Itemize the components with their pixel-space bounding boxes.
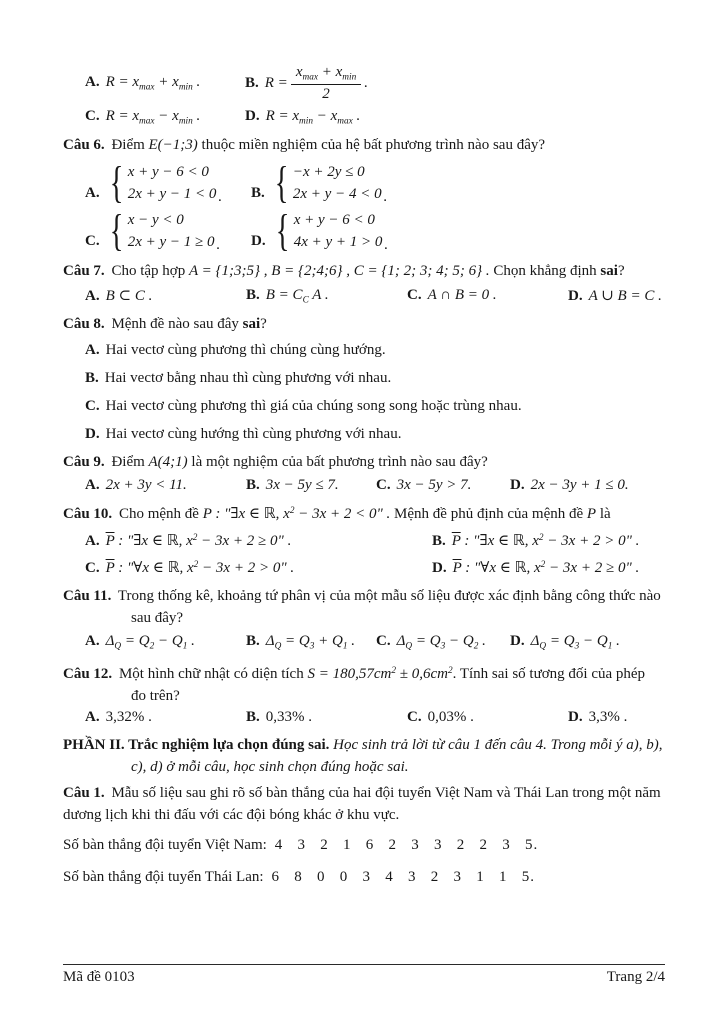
stem-text: Điểm xyxy=(111,137,145,154)
option-formula: A ∪ B = C . xyxy=(588,288,662,305)
option-c xyxy=(85,108,245,127)
option-label: C. xyxy=(85,107,100,124)
data-row-values: 4 3 2 1 6 2 3 3 2 2 3 5 xyxy=(274,837,534,854)
option-formula: $\Delta_Q = Q_3 + Q_1$ . xyxy=(265,633,356,653)
option-label: D. xyxy=(432,560,447,577)
question-8-option-c xyxy=(63,395,665,417)
option-text: Hai vectơ bằng nhau thì cùng phương với nhau. xyxy=(104,370,392,387)
question5-options-row-2 xyxy=(63,108,665,127)
option-text: 0,03% . xyxy=(427,709,474,726)
exam-code: Mã đề 0103 xyxy=(63,969,135,985)
option-a xyxy=(85,709,246,726)
period: . xyxy=(218,189,223,206)
stem-math: P : "∃x ∈ ℝ, $x^2 - 3x + 2 < 0$" . xyxy=(202,506,391,523)
option-a xyxy=(85,286,246,305)
option-label: D. xyxy=(510,633,525,650)
option-formula: $\overline{P}$ : "∀x ∈ ℝ, $x^2 - 3x + 2 \ge 0$" . xyxy=(452,560,640,577)
option-formula: $\overline{P}$ : "∃x ∈ ℝ, $x^2 - 3x + 2 > 0$" . xyxy=(451,533,640,550)
question-10-options-row-2 xyxy=(63,558,665,577)
option-label: A. xyxy=(85,342,100,359)
period: . xyxy=(530,869,535,886)
question-number: Câu 8. xyxy=(63,316,105,333)
option-b xyxy=(245,64,665,104)
stem-text: Điểm xyxy=(111,454,145,471)
stem-text: Mẫu số liệu sau ghi rõ số bàn thắng của hai đội tuyển Việt Nam và Thái Lan trong một năm xyxy=(111,785,661,802)
option-label: A. xyxy=(85,477,100,494)
option-c xyxy=(85,558,432,577)
question5-options-row-1 xyxy=(63,64,665,104)
option-label: C. xyxy=(407,287,422,304)
system-equation: 2x + y − 1 ≥ 0 xyxy=(127,234,215,251)
part2-question-1-stem xyxy=(63,782,665,826)
question-number: Câu 7. xyxy=(63,263,105,280)
inequality-system xyxy=(106,208,221,254)
question-7-options-row xyxy=(63,286,665,305)
option-formula: $\overline{P}$ : "∃x ∈ ℝ, $x^2 - 3x + 2 \ge 0$" . xyxy=(105,533,292,550)
option-formula: 3x − 5y > 7. xyxy=(396,477,472,494)
option-text: 3,3% . xyxy=(588,709,628,726)
part-2-instructions-line2: c), d) ở mỗi câu, học sinh chọn đúng hoặc sai. xyxy=(131,759,409,776)
system-equation: −x + 2y ≤ 0 xyxy=(292,164,365,181)
option-formula: $\Delta_Q = Q_3 - Q_1$ . xyxy=(530,633,620,653)
option-label: D. xyxy=(85,426,100,443)
option-b xyxy=(246,709,407,726)
stem-text-line2: dương lịch khi thi đấu với các đội bóng khác ở khu vực. xyxy=(63,807,400,824)
option-a xyxy=(85,477,246,494)
fraction-numerator: $x_{max} + x_{min}$ xyxy=(291,64,361,85)
option-formula: $\Delta_Q = Q_2 - Q_1$ . xyxy=(105,633,195,653)
question-11-stem xyxy=(63,585,665,629)
option-label: B. xyxy=(251,185,265,202)
stem-text: Mệnh đề nào sau đây xyxy=(111,316,239,333)
option-label: D. xyxy=(245,107,260,124)
option-formula: $R = x_{max} + x_{min}$ . xyxy=(105,74,201,94)
option-a xyxy=(85,633,246,652)
question-6-stem xyxy=(63,134,665,156)
stem-text: là một nghiệm của bất phương trình nào sau đây? xyxy=(191,454,488,471)
stem-text: Một hình chữ nhật có diện tích xyxy=(118,666,304,683)
option-b xyxy=(251,160,665,206)
option-d xyxy=(510,633,665,652)
data-row-values: 6 8 0 0 3 4 3 2 3 1 1 5 xyxy=(271,869,531,886)
option-b xyxy=(246,477,376,494)
option-c xyxy=(85,208,251,254)
fraction xyxy=(291,64,361,104)
brace-glyph: { xyxy=(274,158,289,208)
option-c xyxy=(407,287,568,304)
question-number: Câu 6. xyxy=(63,137,105,154)
option-label: C. xyxy=(85,398,100,415)
option-formula: 2x + 3y < 11. xyxy=(105,477,187,494)
period: . xyxy=(384,237,389,254)
option-formula: 3x − 5y ≤ 7. xyxy=(265,477,339,494)
stem-math: $S = 180,57cm^2 \pm 0,6cm^2$ xyxy=(307,666,453,683)
option-c xyxy=(376,633,510,652)
option-text: Hai vectơ cùng phương thì chúng cùng hướng. xyxy=(105,342,386,359)
option-formula: 2x − 3y + 1 ≤ 0. xyxy=(530,477,629,494)
goals-vietnam-row xyxy=(63,834,665,856)
part-2-title: PHẦN II. Trắc nghiệm lựa chọn đúng sai. xyxy=(63,737,330,754)
formula-lhs: R = xyxy=(264,75,288,92)
system-equation: 2x + y − 4 < 0 xyxy=(292,186,382,203)
stem-text-line2: sau đây? xyxy=(131,610,184,627)
brace-glyph: { xyxy=(109,206,124,256)
option-a xyxy=(85,531,432,550)
question-8-option-b xyxy=(63,367,665,389)
option-text: 3,32% . xyxy=(105,709,152,726)
option-formula: $R = x_{min} - x_{max}$ . xyxy=(265,107,361,127)
inequality-system xyxy=(271,160,388,206)
question-6-options-row-1 xyxy=(63,160,665,206)
stem-text: Trong thống kê, khoảng tứ phân vị của một mẫu số liệu được xác định bằng công thức nào xyxy=(117,588,661,605)
question-number: Câu 11. xyxy=(63,588,112,605)
question-7-stem xyxy=(63,260,665,282)
option-formula: A ∩ B = 0 . xyxy=(427,287,497,304)
option-label: A. xyxy=(85,533,100,550)
stem-math: A(4;1) xyxy=(148,454,188,471)
option-d xyxy=(432,558,665,577)
fraction-denominator: 2 xyxy=(322,86,330,103)
question-10-options-row-1 xyxy=(63,531,665,550)
system-equation: x + y − 6 < 0 xyxy=(293,212,375,229)
stem-text: Mệnh đề phủ định của mệnh đề xyxy=(394,506,584,523)
part-2-instructions: Học sinh trả lời từ câu 1 đến câu 4. Trong mỗi ý a), b), xyxy=(333,737,663,754)
stem-text: Cho tập hợp xyxy=(111,263,186,280)
option-a xyxy=(85,74,245,93)
question-number: Câu 10. xyxy=(63,506,113,523)
option-d xyxy=(245,108,665,127)
option-d xyxy=(510,477,665,494)
option-formula: $B = C_C$ A . xyxy=(265,286,329,306)
option-text: Hai vectơ cùng hướng thì cùng phương với nhau. xyxy=(105,426,402,443)
question-12-options-row xyxy=(63,709,665,726)
question-12-stem xyxy=(63,660,665,707)
stem-math: A = {1;3;5} , B = {2;4;6} , C = {1; 2; 3; 4; 5; 6} . xyxy=(188,263,490,280)
stem-text-line2: đo trên? xyxy=(131,688,180,705)
option-c xyxy=(376,477,510,494)
goals-thailan-row xyxy=(63,866,665,888)
option-d xyxy=(251,208,665,254)
option-label: C. xyxy=(407,709,422,726)
period: . xyxy=(216,237,221,254)
option-label: D. xyxy=(568,288,583,305)
system-equation: x + y − 6 < 0 xyxy=(127,164,209,181)
question-number: Câu 9. xyxy=(63,454,105,471)
stem-text: . Tính sai số tương đối của phép xyxy=(452,666,646,683)
option-d xyxy=(568,709,665,726)
option-label: B. xyxy=(246,709,260,726)
option-label: A. xyxy=(85,74,100,91)
option-label: B. xyxy=(246,633,260,650)
stem-text: là xyxy=(599,506,611,523)
stem-bold: sai xyxy=(600,263,618,280)
option-d xyxy=(568,286,665,305)
option-formula: B ⊂ C . xyxy=(105,288,153,305)
option-label: D. xyxy=(568,709,583,726)
data-row-label: Số bàn thắng đội tuyển Việt Nam: xyxy=(63,837,267,854)
period: . xyxy=(383,189,388,206)
option-label: B. xyxy=(85,370,99,387)
question-8-stem xyxy=(63,313,665,335)
part-2-heading xyxy=(63,734,665,778)
option-formula xyxy=(264,64,368,103)
inequality-system xyxy=(272,208,389,254)
question-11-options-row xyxy=(63,633,665,652)
question-9-stem xyxy=(63,451,665,473)
option-label: C. xyxy=(376,633,391,650)
option-label: B. xyxy=(432,533,446,550)
option-formula: $R = x_{max} - x_{min}$ . xyxy=(105,107,201,127)
period: . xyxy=(364,75,368,92)
option-formula: $\overline{P}$ : "∀x ∈ ℝ, $x^2 - 3x + 2 > 0$" . xyxy=(105,560,295,577)
option-c xyxy=(407,709,568,726)
page-number: Trang 2/4 xyxy=(606,969,665,985)
system-equation: 2x + y − 1 < 0 xyxy=(127,186,217,203)
option-label: D. xyxy=(510,477,525,494)
system-equation: 4x + y + 1 > 0 xyxy=(293,234,383,251)
option-text: Hai vectơ cùng phương thì giá của chúng song song hoặc trùng nhau. xyxy=(105,398,522,415)
option-b xyxy=(246,633,376,652)
stem-text: thuộc miền nghiệm của hệ bất phương trình nào sau đây? xyxy=(201,137,546,154)
stem-text: Cho mệnh đề xyxy=(118,506,199,523)
stem-text: ? xyxy=(260,316,267,333)
question-8-option-d xyxy=(63,423,665,445)
option-label: A. xyxy=(85,709,100,726)
period: . xyxy=(533,837,538,854)
system-equation: x − y < 0 xyxy=(127,212,184,229)
option-formula: $\Delta_Q = Q_3 - Q_2$ . xyxy=(396,633,486,653)
brace-glyph: { xyxy=(109,158,124,208)
option-label: B. xyxy=(246,286,260,303)
stem-text: Chọn khẳng định xyxy=(493,263,597,280)
option-a xyxy=(85,160,251,206)
data-row-label: Số bàn thắng đội tuyển Thái Lan: xyxy=(63,869,264,886)
option-label: A. xyxy=(85,288,100,305)
inequality-system xyxy=(106,160,223,206)
question-9-options-row xyxy=(63,477,665,494)
option-text: 0,33% . xyxy=(265,709,313,726)
option-label: A. xyxy=(85,633,100,650)
option-b xyxy=(246,287,407,306)
option-b xyxy=(432,531,665,550)
option-label: C. xyxy=(85,560,100,577)
stem-text: ? xyxy=(617,263,625,280)
option-label: C. xyxy=(85,233,100,250)
question-number: Câu 1. xyxy=(63,785,105,802)
question-8-option-a xyxy=(63,339,665,361)
option-label: D. xyxy=(251,233,266,250)
page-footer xyxy=(63,964,665,986)
option-label: B. xyxy=(246,477,260,494)
question-number: Câu 12. xyxy=(63,666,113,683)
option-label: B. xyxy=(245,75,259,92)
stem-bold: sai xyxy=(242,316,261,333)
option-label: C. xyxy=(376,477,391,494)
option-label: A. xyxy=(85,185,100,202)
question-10-stem xyxy=(63,500,665,525)
brace-glyph: { xyxy=(275,206,290,256)
stem-math: E(−1;3) xyxy=(148,137,198,154)
stem-math: P xyxy=(586,506,597,523)
question-6-options-row-2 xyxy=(63,208,665,254)
